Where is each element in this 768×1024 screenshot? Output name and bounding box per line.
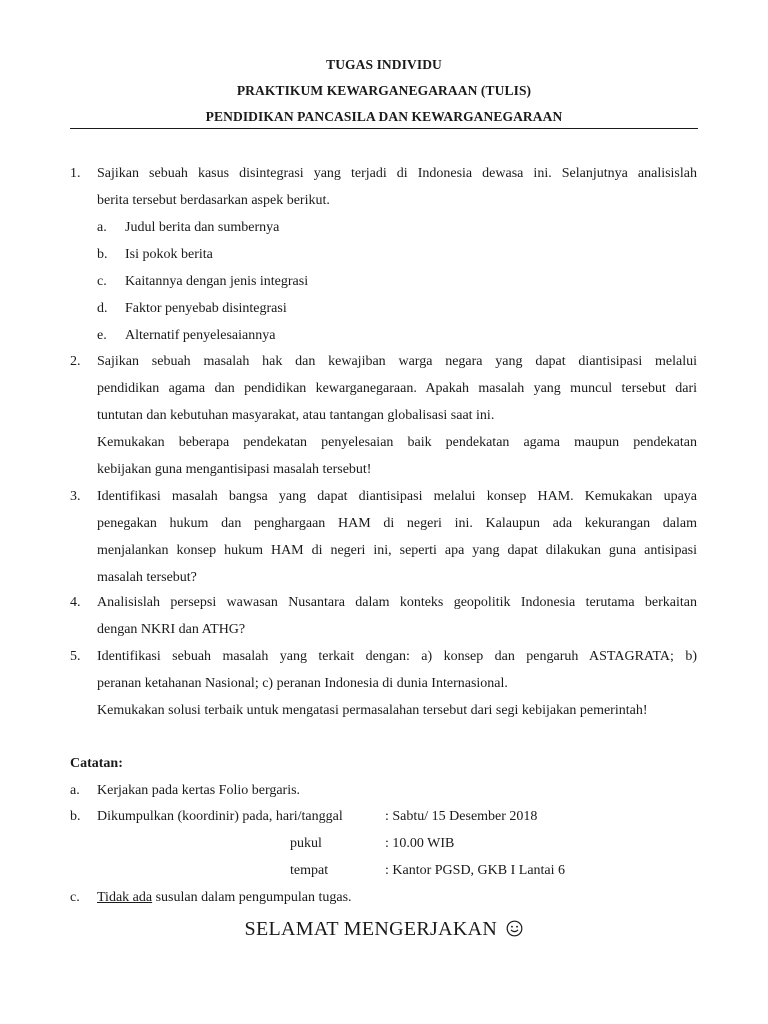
question-text: Analisislah persepsi wawasan Nusantara dalam konteks geopolitik Indonesia terutama berkaitan <box>97 595 697 610</box>
question-text: tuntutan dan kebutuhan masyarakat, atau tantangan globalisasi saat ini. <box>97 408 495 423</box>
question-number: 5. <box>70 649 81 664</box>
question-text: Kemukakan solusi terbaik untuk mengatasi permasalahan tersebut dari segi kebijakan pemerintah! <box>97 703 648 718</box>
subitem-text: Alternatif penyelesaiannya <box>125 328 276 343</box>
subitem-letter: d. <box>97 301 108 316</box>
subitem-text: Faktor penyebab disintegrasi <box>125 301 287 316</box>
submission-date: : Sabtu/ 15 Desember 2018 <box>385 809 538 824</box>
subitem-text: Kaitannya dengan jenis integrasi <box>125 274 309 289</box>
note-letter: a. <box>70 783 80 798</box>
closing-text: SELAMAT MENGERJAKAN <box>244 918 498 940</box>
note-text: Kerjakan pada kertas Folio bergaris. <box>97 783 301 798</box>
question-text: pendidikan agama dan pendidikan kewarganegaraan. Apakah masalah yang muncul tersebut dari <box>97 381 697 396</box>
question-text: menjalankan konsep hukum HAM di negeri ini, seperti apa yang dapat dilakukan guna antisipasi <box>97 543 697 558</box>
note-text <box>97 889 352 907</box>
subitem-letter: a. <box>97 220 107 235</box>
question-text: berita tersebut berdasarkan aspek berikut. <box>97 193 330 208</box>
question-text: Kemukakan beberapa pendekatan penyelesaian baik pendekatan agama maupun pendekatan <box>97 435 697 450</box>
subitem-letter: e. <box>97 328 107 343</box>
question-number: 4. <box>70 595 81 610</box>
question-text: Sajikan sebuah masalah hak dan kewajiban warga negara yang dapat diantisipasi melalui <box>97 354 697 369</box>
question-text: kebijakan guna mengantisipasi masalah tersebut! <box>97 462 372 477</box>
question-text: masalah tersebut? <box>97 570 197 585</box>
note-letter: b. <box>70 809 81 824</box>
title-divider <box>70 128 698 129</box>
subitem-text: Isi pokok berita <box>125 247 213 262</box>
title-line-2: PRAKTIKUM KEWARGANEGARAAN (TULIS) <box>236 83 532 98</box>
subitem-letter: c. <box>97 274 107 289</box>
note-emphasis: Tidak ada <box>97 890 153 905</box>
submission-place: : Kantor PGSD, GKB I Lantai 6 <box>385 863 566 878</box>
question-number: 3. <box>70 489 81 504</box>
closing-message <box>0 918 768 941</box>
note-text: Dikumpulkan (koordinir) pada, hari/tanggal <box>97 809 343 824</box>
question-text: dengan NKRI dan ATHG? <box>97 622 246 637</box>
question-text: penegakan hukum dan penghargaan HAM di negeri ini. Kalaupun ada kekurangan dalam <box>97 516 697 531</box>
question-text: Identifikasi sebuah masalah yang terkait dengan: a) konsep dan pengaruh ASTAGRATA; b) <box>97 649 697 664</box>
subitem-text: Judul berita dan sumbernya <box>125 220 280 235</box>
subitem-letter: b. <box>97 247 108 262</box>
submission-time: : 10.00 WIB <box>385 836 455 851</box>
place-label: tempat <box>290 863 329 878</box>
title-line-1: TUGAS INDIVIDU <box>326 57 442 72</box>
smiley-icon <box>506 920 523 937</box>
notes-title: Catatan: <box>70 756 123 771</box>
time-label: pukul <box>290 836 322 851</box>
note-text-rest: susulan dalam pengumpulan tugas. <box>152 890 352 905</box>
question-text: Identifikasi masalah bangsa yang dapat diantisipasi melalui konsep HAM. Kemukakan upaya <box>97 489 697 504</box>
question-number: 1. <box>70 166 81 181</box>
question-text: Sajikan sebuah kasus disintegrasi yang terjadi di Indonesia dewasa ini. Selanjutnya analisislah <box>97 166 697 181</box>
question-number: 2. <box>70 354 81 369</box>
question-text: peranan ketahanan Nasional; c) peranan Indonesia di dunia Internasional. <box>97 676 508 691</box>
note-letter: c. <box>70 890 80 905</box>
title-line-3: PENDIDIKAN PANCASILA DAN KEWARGANEGARAAN <box>205 109 563 124</box>
